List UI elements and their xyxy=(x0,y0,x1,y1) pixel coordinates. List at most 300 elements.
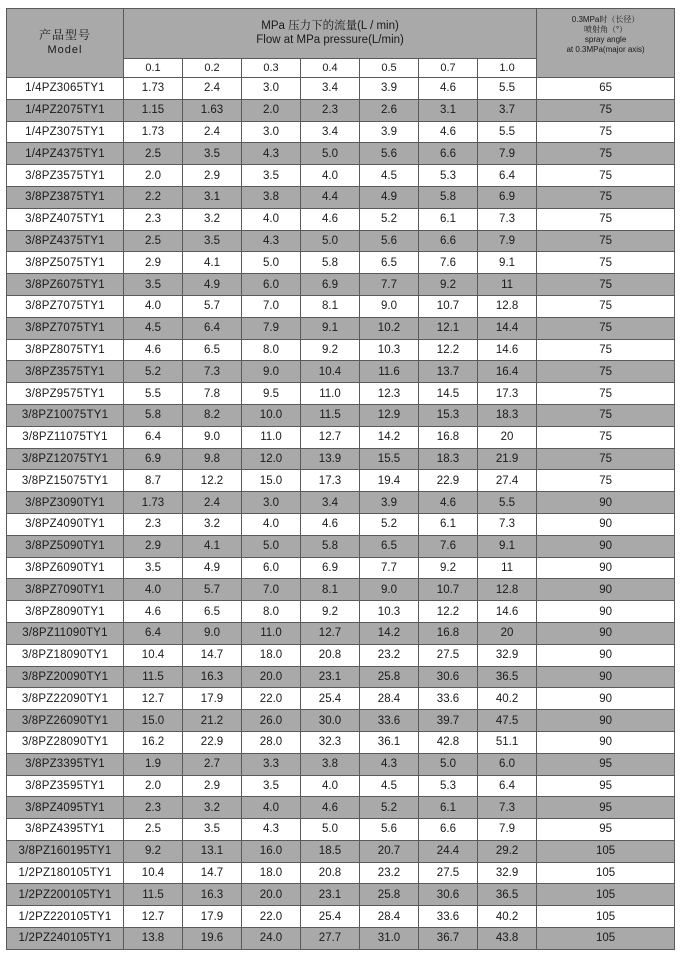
flow-cell: 1.73 xyxy=(124,78,183,100)
flow-cell: 21.2 xyxy=(183,710,242,732)
flow-cell: 1.63 xyxy=(183,99,242,121)
flow-cell: 12.0 xyxy=(242,448,301,470)
angle-header-cn-1: 0.3MPa时（长径） xyxy=(571,15,640,24)
angle-cell: 65 xyxy=(537,78,675,100)
flow-cell: 51.1 xyxy=(478,731,537,753)
flow-cell: 3.0 xyxy=(242,78,301,100)
table-row xyxy=(7,317,675,339)
flow-cell: 6.0 xyxy=(242,557,301,579)
angle-cell: 75 xyxy=(537,317,675,339)
flow-cell: 2.4 xyxy=(183,492,242,514)
model-cell: 3/8PZ4075TY1 xyxy=(7,208,124,230)
flow-cell: 28.0 xyxy=(242,731,301,753)
table-row xyxy=(7,274,675,296)
model-cell: 3/8PZ15075TY1 xyxy=(7,470,124,492)
flow-cell: 24.4 xyxy=(419,840,478,862)
angle-cell: 90 xyxy=(537,601,675,623)
flow-cell: 11.5 xyxy=(124,666,183,688)
table-row xyxy=(7,819,675,841)
flow-cell: 14.2 xyxy=(360,622,419,644)
model-cell: 3/8PZ4375TY1 xyxy=(7,230,124,252)
flow-cell: 3.5 xyxy=(124,557,183,579)
angle-header-cn-2: 喷射角（°） xyxy=(583,25,628,34)
flow-cell: 33.6 xyxy=(360,710,419,732)
flow-cell: 9.0 xyxy=(242,361,301,383)
flow-cell: 3.2 xyxy=(183,513,242,535)
flow-cell: 13.9 xyxy=(301,448,360,470)
flow-cell: 4.3 xyxy=(242,143,301,165)
flow-cell: 30.6 xyxy=(419,666,478,688)
table-row xyxy=(7,252,675,274)
flow-cell: 5.5 xyxy=(478,78,537,100)
pressure-cell: 0.4 xyxy=(301,58,360,77)
flow-cell: 1.15 xyxy=(124,99,183,121)
flow-cell: 6.0 xyxy=(242,274,301,296)
table-row xyxy=(7,165,675,187)
flow-cell: 4.9 xyxy=(360,186,419,208)
table-row xyxy=(7,666,675,688)
flow-cell: 3.8 xyxy=(242,186,301,208)
flow-cell: 4.5 xyxy=(124,317,183,339)
flow-cell: 4.0 xyxy=(242,797,301,819)
flow-cell: 4.9 xyxy=(183,557,242,579)
angle-cell: 75 xyxy=(537,426,675,448)
flow-cell: 27.4 xyxy=(478,470,537,492)
flow-cell: 3.5 xyxy=(183,230,242,252)
flow-cell: 32.3 xyxy=(301,731,360,753)
flow-cell: 3.4 xyxy=(301,492,360,514)
flow-cell: 2.0 xyxy=(124,775,183,797)
flow-cell: 4.5 xyxy=(360,165,419,187)
flow-cell: 10.7 xyxy=(419,579,478,601)
flow-cell: 6.1 xyxy=(419,513,478,535)
flow-cell: 4.6 xyxy=(124,339,183,361)
flow-cell: 2.3 xyxy=(124,208,183,230)
flow-cell: 13.8 xyxy=(124,928,183,950)
flow-cell: 29.2 xyxy=(478,840,537,862)
flow-cell: 12.7 xyxy=(301,426,360,448)
flow-cell: 7.6 xyxy=(419,252,478,274)
model-cell: 3/8PZ28090TY1 xyxy=(7,731,124,753)
model-cell: 3/8PZ4090TY1 xyxy=(7,513,124,535)
model-cell: 3/8PZ9575TY1 xyxy=(7,383,124,405)
angle-cell: 90 xyxy=(537,579,675,601)
flow-cell: 30.6 xyxy=(419,884,478,906)
flow-cell: 6.4 xyxy=(124,622,183,644)
flow-cell: 4.3 xyxy=(242,819,301,841)
flow-cell: 20.8 xyxy=(301,862,360,884)
flow-cell: 4.6 xyxy=(419,492,478,514)
flow-cell: 2.9 xyxy=(183,165,242,187)
flow-cell: 39.7 xyxy=(419,710,478,732)
flow-cell: 14.2 xyxy=(360,426,419,448)
flow-cell: 20.7 xyxy=(360,840,419,862)
flow-cell: 2.3 xyxy=(124,797,183,819)
flow-cell: 9.2 xyxy=(301,339,360,361)
flow-cell: 22.0 xyxy=(242,906,301,928)
flow-cell: 8.1 xyxy=(301,295,360,317)
flow-cell: 12.3 xyxy=(360,383,419,405)
flow-cell: 24.0 xyxy=(242,928,301,950)
table-row xyxy=(7,535,675,557)
model-cell: 1/4PZ3065TY1 xyxy=(7,78,124,100)
flow-cell: 21.9 xyxy=(478,448,537,470)
flow-cell: 14.6 xyxy=(478,339,537,361)
flow-cell: 5.6 xyxy=(360,143,419,165)
flow-cell: 11.0 xyxy=(242,426,301,448)
flow-cell: 7.9 xyxy=(242,317,301,339)
flow-cell: 4.0 xyxy=(301,165,360,187)
table-row xyxy=(7,862,675,884)
model-cell: 3/8PZ8075TY1 xyxy=(7,339,124,361)
flow-cell: 10.7 xyxy=(419,295,478,317)
flow-cell: 12.7 xyxy=(301,622,360,644)
flow-cell: 12.2 xyxy=(419,601,478,623)
angle-cell: 95 xyxy=(537,819,675,841)
flow-header-cn: MPa 压力下的流量(L / min) xyxy=(261,20,399,33)
angle-header xyxy=(537,9,675,78)
model-cell: 1/2PZ200105TY1 xyxy=(7,884,124,906)
model-cell: 3/8PZ6090TY1 xyxy=(7,557,124,579)
table-row xyxy=(7,644,675,666)
table-row xyxy=(7,470,675,492)
angle-cell: 75 xyxy=(537,252,675,274)
table-row xyxy=(7,557,675,579)
flow-cell: 5.3 xyxy=(419,775,478,797)
flow-cell: 32.9 xyxy=(478,862,537,884)
flow-cell: 6.5 xyxy=(183,339,242,361)
flow-cell: 47.5 xyxy=(478,710,537,732)
flow-cell: 18.0 xyxy=(242,644,301,666)
flow-cell: 4.6 xyxy=(419,121,478,143)
flow-cell: 7.3 xyxy=(478,513,537,535)
angle-cell: 75 xyxy=(537,470,675,492)
flow-cell: 7.9 xyxy=(478,143,537,165)
model-cell: 3/8PZ3875TY1 xyxy=(7,186,124,208)
flow-cell: 2.3 xyxy=(301,99,360,121)
flow-cell: 6.4 xyxy=(183,317,242,339)
flow-cell: 6.1 xyxy=(419,797,478,819)
flow-cell: 12.2 xyxy=(183,470,242,492)
flow-cell: 4.9 xyxy=(183,274,242,296)
angle-cell: 105 xyxy=(537,840,675,862)
flow-cell: 12.8 xyxy=(478,295,537,317)
flow-cell: 25.8 xyxy=(360,666,419,688)
angle-cell: 75 xyxy=(537,165,675,187)
flow-cell: 3.9 xyxy=(360,78,419,100)
angle-cell: 95 xyxy=(537,753,675,775)
flow-cell: 7.7 xyxy=(360,557,419,579)
flow-cell: 8.0 xyxy=(242,601,301,623)
flow-cell: 30.0 xyxy=(301,710,360,732)
flow-cell: 6.0 xyxy=(478,753,537,775)
flow-cell: 2.6 xyxy=(360,99,419,121)
flow-cell: 4.1 xyxy=(183,252,242,274)
flow-cell: 16.2 xyxy=(124,731,183,753)
flow-cell: 17.9 xyxy=(183,906,242,928)
angle-cell: 75 xyxy=(537,448,675,470)
angle-cell: 90 xyxy=(537,644,675,666)
table-row xyxy=(7,622,675,644)
flow-cell: 4.0 xyxy=(242,513,301,535)
flow-cell: 4.6 xyxy=(301,208,360,230)
flow-cell: 36.5 xyxy=(478,666,537,688)
flow-cell: 27.7 xyxy=(301,928,360,950)
flow-cell: 17.3 xyxy=(301,470,360,492)
flow-cell: 9.1 xyxy=(478,252,537,274)
flow-cell: 5.2 xyxy=(360,208,419,230)
model-cell: 3/8PZ8090TY1 xyxy=(7,601,124,623)
model-cell: 3/8PZ7075TY1 xyxy=(7,317,124,339)
flow-cell: 22.9 xyxy=(419,470,478,492)
flow-cell: 42.8 xyxy=(419,731,478,753)
flow-cell: 23.2 xyxy=(360,644,419,666)
flow-cell: 2.4 xyxy=(183,121,242,143)
flow-cell: 6.5 xyxy=(360,252,419,274)
angle-cell: 75 xyxy=(537,230,675,252)
model-cell: 3/8PZ4395TY1 xyxy=(7,819,124,841)
model-cell: 3/8PZ12075TY1 xyxy=(7,448,124,470)
flow-cell: 2.2 xyxy=(124,186,183,208)
table-row xyxy=(7,230,675,252)
model-cell: 3/8PZ11090TY1 xyxy=(7,622,124,644)
flow-cell: 7.7 xyxy=(360,274,419,296)
flow-cell: 5.5 xyxy=(478,492,537,514)
flow-cell: 4.0 xyxy=(301,775,360,797)
flow-cell: 10.4 xyxy=(301,361,360,383)
flow-cell: 16.3 xyxy=(183,666,242,688)
angle-cell: 75 xyxy=(537,383,675,405)
model-cell: 1/2PZ240105TY1 xyxy=(7,928,124,950)
flow-cell: 40.2 xyxy=(478,906,537,928)
flow-cell: 7.8 xyxy=(183,383,242,405)
angle-cell: 90 xyxy=(537,513,675,535)
table-row xyxy=(7,513,675,535)
flow-cell: 12.2 xyxy=(419,339,478,361)
flow-cell: 3.5 xyxy=(242,165,301,187)
flow-cell: 9.0 xyxy=(360,295,419,317)
model-cell: 3/8PZ11075TY1 xyxy=(7,426,124,448)
flow-cell: 5.0 xyxy=(242,252,301,274)
model-cell: 3/8PZ3595TY1 xyxy=(7,775,124,797)
flow-cell: 3.3 xyxy=(242,753,301,775)
flow-cell: 4.0 xyxy=(124,295,183,317)
flow-cell: 22.0 xyxy=(242,688,301,710)
pressure-cell: 0.1 xyxy=(124,58,183,77)
flow-cell: 20 xyxy=(478,426,537,448)
flow-cell: 9.1 xyxy=(301,317,360,339)
flow-cell: 2.0 xyxy=(124,165,183,187)
flow-cell: 2.9 xyxy=(183,775,242,797)
flow-cell: 3.5 xyxy=(242,775,301,797)
flow-cell: 4.6 xyxy=(419,78,478,100)
flow-cell: 4.6 xyxy=(301,797,360,819)
angle-cell: 105 xyxy=(537,928,675,950)
angle-cell: 75 xyxy=(537,143,675,165)
angle-cell: 75 xyxy=(537,208,675,230)
flow-cell: 14.4 xyxy=(478,317,537,339)
angle-cell: 75 xyxy=(537,99,675,121)
flow-cell: 22.9 xyxy=(183,731,242,753)
table-row xyxy=(7,710,675,732)
angle-header-en-1: spray angle xyxy=(584,35,627,44)
flow-cell: 17.9 xyxy=(183,688,242,710)
flow-cell: 10.4 xyxy=(124,862,183,884)
table-row xyxy=(7,121,675,143)
flow-cell: 1.73 xyxy=(124,492,183,514)
flow-cell: 11.5 xyxy=(124,884,183,906)
angle-cell: 90 xyxy=(537,492,675,514)
angle-cell: 75 xyxy=(537,295,675,317)
flow-cell: 19.6 xyxy=(183,928,242,950)
flow-cell: 5.8 xyxy=(301,252,360,274)
pressure-cell: 0.7 xyxy=(419,58,478,77)
flow-cell: 5.8 xyxy=(419,186,478,208)
flow-cell: 20.8 xyxy=(301,644,360,666)
flow-cell: 12.9 xyxy=(360,404,419,426)
flow-cell: 11.0 xyxy=(301,383,360,405)
flow-cell: 2.9 xyxy=(124,252,183,274)
flow-cell: 20.0 xyxy=(242,666,301,688)
flow-cell: 23.1 xyxy=(301,884,360,906)
flow-cell: 5.2 xyxy=(124,361,183,383)
flow-cell: 28.4 xyxy=(360,906,419,928)
flow-cell: 3.9 xyxy=(360,121,419,143)
flow-cell: 33.6 xyxy=(419,688,478,710)
table-row xyxy=(7,361,675,383)
flow-cell: 11.0 xyxy=(242,622,301,644)
model-cell: 3/8PZ4095TY1 xyxy=(7,797,124,819)
flow-cell: 26.0 xyxy=(242,710,301,732)
flow-cell: 14.7 xyxy=(183,862,242,884)
table-row xyxy=(7,383,675,405)
flow-cell: 14.7 xyxy=(183,644,242,666)
flow-cell: 14.5 xyxy=(419,383,478,405)
pressure-cell: 0.3 xyxy=(242,58,301,77)
flow-cell: 10.3 xyxy=(360,601,419,623)
angle-cell: 75 xyxy=(537,339,675,361)
table-row xyxy=(7,688,675,710)
angle-cell: 75 xyxy=(537,121,675,143)
table-row xyxy=(7,78,675,100)
flow-cell: 5.6 xyxy=(360,230,419,252)
flow-cell: 9.0 xyxy=(183,426,242,448)
model-cell: 3/8PZ22090TY1 xyxy=(7,688,124,710)
flow-cell: 2.3 xyxy=(124,513,183,535)
flow-cell: 10.0 xyxy=(242,404,301,426)
flow-cell: 7.9 xyxy=(478,230,537,252)
table-row xyxy=(7,448,675,470)
model-cell: 3/8PZ5075TY1 xyxy=(7,252,124,274)
flow-cell: 5.0 xyxy=(301,143,360,165)
table-row xyxy=(7,731,675,753)
flow-cell: 9.2 xyxy=(124,840,183,862)
model-cell: 1/4PZ2075TY1 xyxy=(7,99,124,121)
flow-cell: 5.7 xyxy=(183,295,242,317)
table-row xyxy=(7,601,675,623)
flow-cell: 5.5 xyxy=(478,121,537,143)
angle-cell: 90 xyxy=(537,666,675,688)
flow-cell: 3.8 xyxy=(301,753,360,775)
angle-cell: 95 xyxy=(537,797,675,819)
flow-cell: 3.2 xyxy=(183,797,242,819)
flow-cell: 6.1 xyxy=(419,208,478,230)
table-row xyxy=(7,492,675,514)
flow-cell: 13.7 xyxy=(419,361,478,383)
angle-cell: 105 xyxy=(537,906,675,928)
flow-cell: 4.0 xyxy=(242,208,301,230)
flow-cell: 36.1 xyxy=(360,731,419,753)
flow-cell: 6.5 xyxy=(360,535,419,557)
flow-cell: 2.7 xyxy=(183,753,242,775)
table-row xyxy=(7,928,675,950)
flow-cell: 6.9 xyxy=(478,186,537,208)
model-header xyxy=(7,9,124,78)
flow-cell: 23.2 xyxy=(360,862,419,884)
flow-cell: 8.0 xyxy=(242,339,301,361)
flow-cell: 4.3 xyxy=(242,230,301,252)
model-cell: 3/8PZ20090TY1 xyxy=(7,666,124,688)
header-row xyxy=(7,9,675,59)
flow-cell: 9.1 xyxy=(478,535,537,557)
angle-cell: 95 xyxy=(537,775,675,797)
flow-cell: 3.0 xyxy=(242,121,301,143)
model-cell: 1/4PZ4375TY1 xyxy=(7,143,124,165)
flow-cell: 5.7 xyxy=(183,579,242,601)
flow-cell: 5.2 xyxy=(360,797,419,819)
flow-cell: 18.0 xyxy=(242,862,301,884)
model-cell: 1/2PZ220105TY1 xyxy=(7,906,124,928)
flow-cell: 11 xyxy=(478,274,537,296)
angle-cell: 105 xyxy=(537,862,675,884)
table-row xyxy=(7,797,675,819)
flow-cell: 6.9 xyxy=(301,557,360,579)
flow-cell: 6.6 xyxy=(419,819,478,841)
model-cell: 3/8PZ3575TY1 xyxy=(7,165,124,187)
flow-cell: 12.8 xyxy=(478,579,537,601)
flow-cell: 9.2 xyxy=(419,557,478,579)
flow-cell: 4.5 xyxy=(360,775,419,797)
table-row xyxy=(7,426,675,448)
model-cell: 3/8PZ18090TY1 xyxy=(7,644,124,666)
model-cell: 1/4PZ3075TY1 xyxy=(7,121,124,143)
angle-cell: 75 xyxy=(537,186,675,208)
flow-cell: 16.0 xyxy=(242,840,301,862)
flow-cell: 9.2 xyxy=(301,601,360,623)
flow-cell: 36.5 xyxy=(478,884,537,906)
flow-cell: 3.5 xyxy=(124,274,183,296)
flow-cell: 3.9 xyxy=(360,492,419,514)
flow-cell: 4.6 xyxy=(301,513,360,535)
flow-cell: 25.4 xyxy=(301,906,360,928)
model-cell: 3/8PZ160195TY1 xyxy=(7,840,124,862)
flow-cell: 40.2 xyxy=(478,688,537,710)
table-row xyxy=(7,208,675,230)
flow-cell: 12.7 xyxy=(124,688,183,710)
flow-cell: 43.8 xyxy=(478,928,537,950)
nozzle-flow-table xyxy=(6,8,675,950)
flow-cell: 27.5 xyxy=(419,644,478,666)
angle-cell: 105 xyxy=(537,884,675,906)
angle-header-en-2: at 0.3MPa(major axis) xyxy=(566,45,645,54)
flow-header-en: Flow at MPa pressure(L/min) xyxy=(256,34,404,47)
table-row xyxy=(7,295,675,317)
flow-cell: 16.8 xyxy=(419,622,478,644)
flow-cell: 4.4 xyxy=(301,186,360,208)
flow-cell: 7.0 xyxy=(242,579,301,601)
flow-cell: 8.2 xyxy=(183,404,242,426)
flow-cell: 2.5 xyxy=(124,819,183,841)
